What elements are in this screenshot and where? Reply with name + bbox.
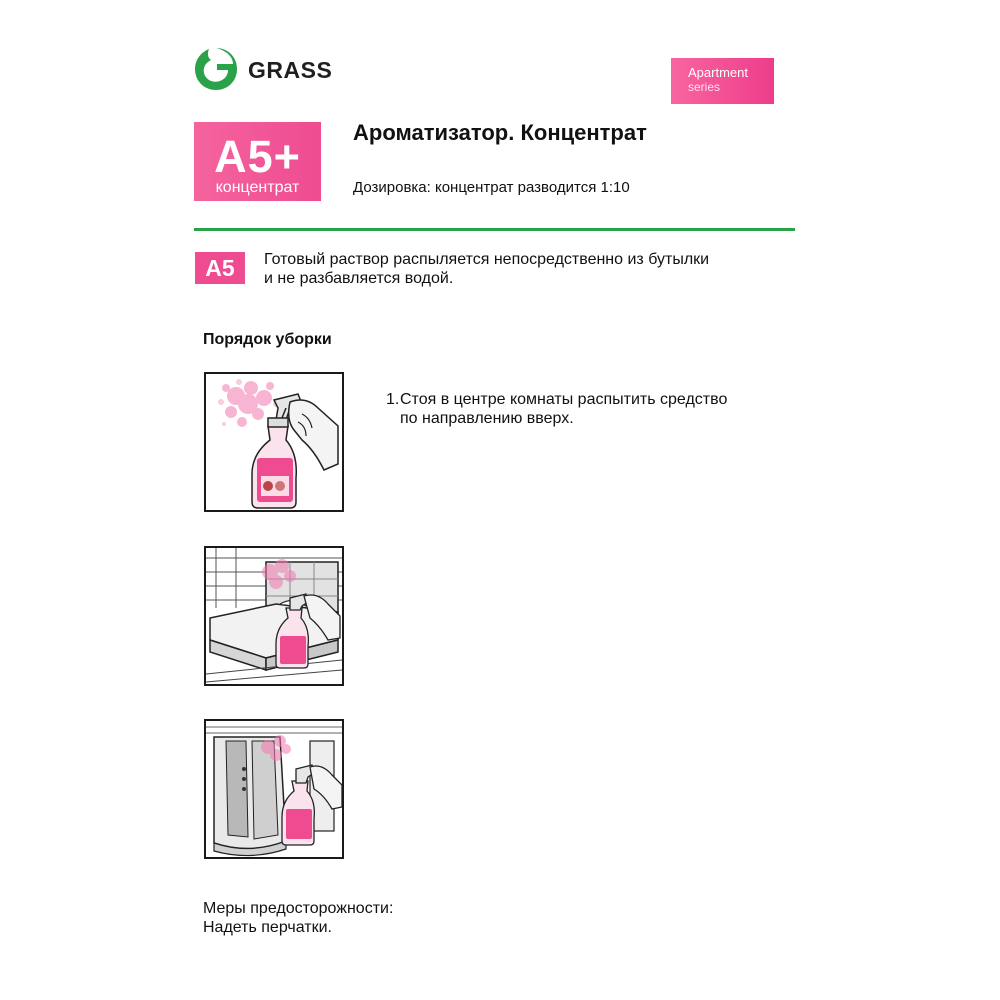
step-text-line2: по направлению вверх. — [400, 410, 574, 427]
ready-desc-line1: Готовый раствор распыляется непосредственно из бутылки — [264, 251, 710, 268]
ready-solution-description — [264, 250, 784, 288]
spray-bottle-illustration — [206, 374, 342, 510]
section-divider — [194, 228, 795, 231]
precautions-block — [203, 899, 393, 937]
bedroom-illustration — [206, 548, 342, 684]
product-code: A5+ — [214, 131, 301, 182]
precautions-heading: Меры предосторожности: — [203, 900, 394, 917]
series-line1: Apartment — [688, 65, 748, 80]
procedure-step-1 — [386, 390, 786, 428]
step-text-line1: Стоя в центре комнаты распытить средство — [400, 391, 728, 408]
ready-solution-badge: A5 — [195, 252, 245, 284]
dosage-text: Дозировка: концентрат разводится 1:10 — [353, 179, 630, 196]
illustration-spray-up — [204, 372, 344, 512]
precautions-text: Надеть перчатки. — [203, 919, 332, 936]
series-badge — [671, 58, 774, 104]
illustration-shower — [204, 719, 344, 859]
product-code-label: концентрат — [215, 179, 300, 196]
ready-desc-line2: и не разбавляется водой. — [264, 270, 454, 287]
product-code-badge — [194, 122, 321, 201]
shower-illustration — [206, 721, 342, 857]
illustration-bedroom — [204, 546, 344, 686]
step-number: 1. — [386, 391, 400, 408]
grass-leaf-icon — [193, 46, 239, 92]
procedure-heading: Порядок уборки — [203, 331, 332, 348]
series-line2: series — [688, 80, 721, 94]
brand-logo — [193, 46, 333, 94]
product-title: Ароматизатор. Концентрат — [353, 120, 647, 145]
brand-name: GRASS — [248, 57, 333, 83]
